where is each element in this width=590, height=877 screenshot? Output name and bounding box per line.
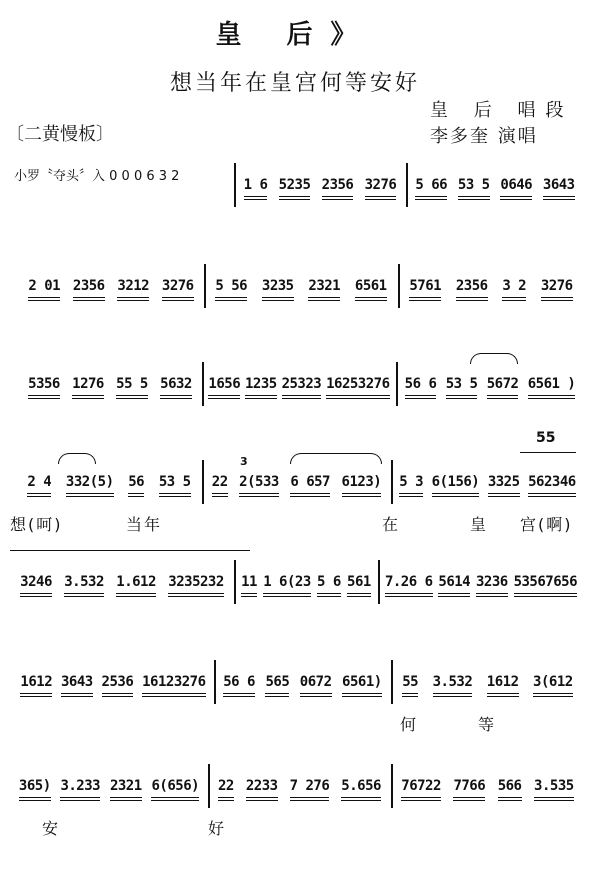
measure: [400, 362, 580, 406]
measure: [238, 163, 402, 207]
note-group: 3643: [543, 163, 575, 193]
note-group: 3.535: [534, 764, 574, 794]
note-group: 3.532: [433, 660, 473, 690]
note-group: 53 5: [458, 163, 490, 193]
grace-note: 3: [240, 455, 248, 468]
note-group: 55 5: [116, 362, 148, 392]
bar-line: [378, 560, 380, 604]
lyric: 当年: [126, 515, 163, 534]
note-group: 0646: [500, 163, 532, 193]
note-group: 1612: [20, 660, 52, 690]
note-group: 2 4: [27, 460, 51, 490]
note-group: 1656: [208, 362, 240, 392]
note-group: 2356: [456, 264, 488, 294]
note-group: 6123): [342, 460, 382, 490]
note-group: 3276: [541, 264, 573, 294]
note-group: 1276: [72, 362, 104, 392]
note-group: 6 657: [290, 460, 330, 490]
note-group: 16123276: [142, 660, 205, 690]
bar-line: [391, 460, 393, 504]
notation-line: [6, 764, 584, 808]
note-group: 16253276: [326, 362, 389, 392]
note-group: 3236: [476, 560, 508, 590]
bar-line: [214, 660, 216, 704]
bar-line: [208, 764, 210, 808]
measure: [238, 560, 374, 604]
note-group: 6561 ): [528, 362, 576, 392]
measure: [20, 460, 198, 504]
lyric: 何: [400, 715, 419, 734]
notation-line: [6, 163, 584, 207]
mode-label: 〔二黄慢板〕: [6, 124, 114, 145]
note-group: 3(612: [533, 660, 573, 690]
note-group: 53 5: [159, 460, 191, 490]
note-group: 55: [402, 660, 418, 690]
note-group: 566: [498, 764, 522, 794]
measure: [382, 560, 580, 604]
note-group: 2233: [246, 764, 278, 794]
note-group: 5 56: [215, 264, 247, 294]
bar-line: [396, 362, 398, 406]
slur-mark: [290, 453, 382, 464]
note-group: 25323: [282, 362, 322, 392]
note-group: 7766: [453, 764, 485, 794]
note-group: 3276: [162, 264, 194, 294]
tuplet-label: 55: [536, 430, 556, 446]
measure: [206, 362, 392, 406]
measure: [395, 460, 580, 504]
measure: [395, 660, 580, 704]
note-group: 5632: [160, 362, 192, 392]
lyric: 安: [42, 819, 61, 838]
bar-line: [234, 163, 236, 207]
note-group: 2536: [102, 660, 134, 690]
note-group: 3325: [488, 460, 520, 490]
note-group: 0672: [300, 660, 332, 690]
note-group: 562346: [528, 460, 576, 490]
slur-mark: [58, 453, 96, 464]
note-group: 6561: [355, 264, 387, 294]
note-group: 56: [128, 460, 144, 490]
note-group: 3643: [61, 660, 93, 690]
note-group: 5 66: [415, 163, 447, 193]
intro-line: 小罗〝夺头〞入 0 0 0 6 3 2: [14, 169, 180, 184]
measure: [212, 764, 387, 808]
song-subtitle: 想当年在皇宫何等安好: [169, 71, 420, 96]
note-group: 3235: [262, 264, 294, 294]
measure: [22, 362, 198, 406]
note-group: 7 276: [290, 764, 330, 794]
notation-line: [6, 264, 584, 308]
measure: [218, 660, 387, 704]
measure: [206, 460, 387, 504]
measure: [410, 163, 580, 207]
measure: [402, 264, 580, 308]
page-title: 皇 后》: [215, 20, 375, 50]
measure: [14, 560, 230, 604]
note-group: 3235232: [168, 560, 224, 590]
lyric: 宫(啊): [520, 515, 573, 534]
notation-line: [6, 660, 584, 704]
note-group: 53 5: [446, 362, 478, 392]
note-group: 1.612: [116, 560, 156, 590]
note-group: 5 6: [317, 560, 341, 590]
note-group: 5614: [438, 560, 470, 590]
note-group: 7.26 6: [385, 560, 433, 590]
role-line: 皇 后 唱段: [430, 100, 574, 121]
measure: [22, 264, 200, 308]
bar-line: [391, 764, 393, 808]
note-group: 6(156): [432, 460, 480, 490]
note-group: 1235: [245, 362, 277, 392]
note-group: 2356: [322, 163, 354, 193]
note-group: 5 3: [399, 460, 423, 490]
bar-line: [204, 264, 206, 308]
bar-line: [406, 163, 408, 207]
note-group: 76722: [401, 764, 441, 794]
note-group: 5672: [487, 362, 519, 392]
note-group: 53567656: [514, 560, 577, 590]
measure: [208, 264, 394, 308]
measure: [395, 764, 580, 808]
note-group: 3276: [365, 163, 397, 193]
note-group: 3246: [20, 560, 52, 590]
note-group: 561: [347, 560, 371, 590]
slur-mark: [470, 353, 518, 364]
note-group: 2 01: [28, 264, 60, 294]
lyric: 想(呵): [10, 515, 63, 534]
note-group: 2321: [110, 764, 142, 794]
note-group: 22: [212, 460, 228, 490]
lyric: 好: [208, 819, 227, 838]
note-group: 11: [241, 560, 257, 590]
note-group: 1 6: [244, 163, 268, 193]
tuplet-bar: [520, 452, 576, 453]
note-group: 3212: [117, 264, 149, 294]
note-group: 2321: [308, 264, 340, 294]
notation-line: [6, 362, 584, 406]
note-group: 6(656): [151, 764, 199, 794]
note-group: 2356: [73, 264, 105, 294]
notation-line: [6, 460, 584, 504]
note-group: 3.233: [60, 764, 100, 794]
note-group: 5356: [28, 362, 60, 392]
notation-line: [6, 560, 584, 604]
note-group: 5235: [279, 163, 311, 193]
measure: [16, 660, 210, 704]
note-group: 22: [218, 764, 234, 794]
note-group: 5761: [409, 264, 441, 294]
note-group: 56 6: [223, 660, 255, 690]
note-group: 56 6: [405, 362, 437, 392]
lyric: 等: [478, 715, 497, 734]
note-group: 1 6(23: [263, 560, 311, 590]
tuplet-bar: [10, 550, 250, 551]
note-group: 565: [265, 660, 289, 690]
note-group: 6561): [342, 660, 382, 690]
bar-line: [398, 264, 400, 308]
note-group: 2(533: [239, 460, 279, 490]
note-group: 3 2: [502, 264, 526, 294]
bar-line: [234, 560, 236, 604]
note-group: 5.656: [341, 764, 381, 794]
note-group: 365): [19, 764, 51, 794]
measure: [14, 764, 204, 808]
bar-line: [202, 460, 204, 504]
lyric: 在: [382, 515, 401, 534]
note-group: 1612: [487, 660, 519, 690]
note-group: 3.532: [64, 560, 104, 590]
note-group: 332(5): [66, 460, 114, 490]
lyric: 皇: [470, 515, 489, 534]
singer-line: 李多奎 演唱: [430, 126, 538, 147]
bar-line: [391, 660, 393, 704]
bar-line: [202, 362, 204, 406]
